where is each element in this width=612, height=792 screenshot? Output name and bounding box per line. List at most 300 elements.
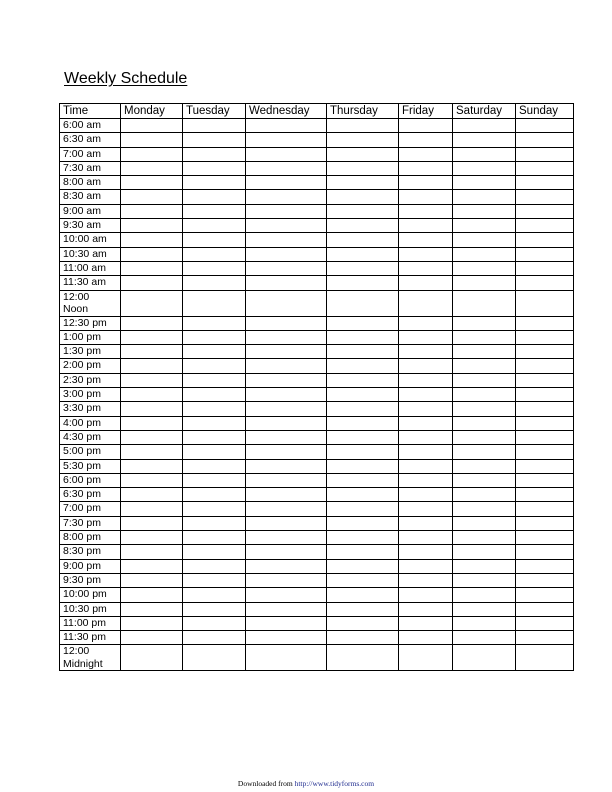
schedule-cell-friday[interactable]	[399, 359, 453, 373]
schedule-cell-saturday[interactable]	[453, 330, 516, 344]
schedule-cell-wednesday[interactable]	[246, 133, 327, 147]
time-cell	[60, 345, 121, 359]
schedule-cell-monday[interactable]	[121, 488, 183, 502]
time-label: 12:00 Midnight	[63, 645, 103, 670]
schedule-cell-sunday[interactable]	[516, 204, 574, 218]
schedule-cell-thursday[interactable]	[327, 359, 399, 373]
schedule-cell-monday[interactable]	[121, 602, 183, 616]
schedule-cell-friday[interactable]	[399, 588, 453, 602]
schedule-cell-thursday[interactable]	[327, 373, 399, 387]
schedule-cell-monday[interactable]	[121, 516, 183, 530]
schedule-cell-thursday[interactable]	[327, 545, 399, 559]
schedule-cell-thursday[interactable]	[327, 219, 399, 233]
schedule-cell-sunday[interactable]	[516, 631, 574, 645]
schedule-cell-tuesday[interactable]	[183, 645, 246, 671]
schedule-cell-friday[interactable]	[399, 559, 453, 573]
schedule-cell-tuesday[interactable]	[183, 445, 246, 459]
schedule-cell-monday[interactable]	[121, 204, 183, 218]
schedule-cell-friday[interactable]	[399, 602, 453, 616]
schedule-cell-saturday[interactable]	[453, 616, 516, 630]
schedule-cell-sunday[interactable]	[516, 545, 574, 559]
schedule-cell-wednesday[interactable]	[246, 190, 327, 204]
schedule-cell-tuesday[interactable]	[183, 516, 246, 530]
schedule-cell-friday[interactable]	[399, 330, 453, 344]
time-label: 4:00 pm	[63, 416, 101, 429]
schedule-cell-thursday[interactable]	[327, 276, 399, 290]
schedule-cell-monday[interactable]	[121, 616, 183, 630]
schedule-cell-sunday[interactable]	[516, 290, 574, 316]
schedule-cell-tuesday[interactable]	[183, 316, 246, 330]
time-label: 6:00 pm	[63, 473, 101, 486]
schedule-cell-monday[interactable]	[121, 161, 183, 175]
schedule-cell-thursday[interactable]	[327, 345, 399, 359]
schedule-cell-tuesday[interactable]	[183, 219, 246, 233]
schedule-row	[60, 276, 574, 290]
schedule-cell-tuesday[interactable]	[183, 247, 246, 261]
schedule-cell-thursday[interactable]	[327, 430, 399, 444]
schedule-cell-sunday[interactable]	[516, 502, 574, 516]
schedule-row	[60, 119, 574, 133]
schedule-cell-friday[interactable]	[399, 261, 453, 275]
schedule-cell-tuesday[interactable]	[183, 204, 246, 218]
schedule-cell-saturday[interactable]	[453, 531, 516, 545]
time-cell	[60, 445, 121, 459]
schedule-cell-monday[interactable]	[121, 373, 183, 387]
schedule-cell-wednesday[interactable]	[246, 488, 327, 502]
schedule-cell-saturday[interactable]	[453, 459, 516, 473]
schedule-cell-monday[interactable]	[121, 402, 183, 416]
schedule-cell-wednesday[interactable]	[246, 261, 327, 275]
schedule-cell-monday[interactable]	[121, 219, 183, 233]
schedule-cell-wednesday[interactable]	[246, 345, 327, 359]
schedule-cell-friday[interactable]	[399, 119, 453, 133]
schedule-cell-monday[interactable]	[121, 190, 183, 204]
schedule-cell-monday[interactable]	[121, 573, 183, 587]
schedule-cell-tuesday[interactable]	[183, 473, 246, 487]
schedule-cell-friday[interactable]	[399, 473, 453, 487]
schedule-cell-wednesday[interactable]	[246, 473, 327, 487]
schedule-cell-sunday[interactable]	[516, 388, 574, 402]
schedule-cell-sunday[interactable]	[516, 219, 574, 233]
schedule-cell-saturday[interactable]	[453, 645, 516, 671]
schedule-cell-saturday[interactable]	[453, 345, 516, 359]
schedule-cell-tuesday[interactable]	[183, 559, 246, 573]
schedule-cell-sunday[interactable]	[516, 430, 574, 444]
schedule-cell-saturday[interactable]	[453, 430, 516, 444]
schedule-cell-wednesday[interactable]	[246, 330, 327, 344]
time-cell	[60, 176, 121, 190]
schedule-cell-wednesday[interactable]	[246, 161, 327, 175]
schedule-cell-thursday[interactable]	[327, 133, 399, 147]
schedule-row	[60, 416, 574, 430]
schedule-cell-saturday[interactable]	[453, 588, 516, 602]
schedule-cell-friday[interactable]	[399, 402, 453, 416]
schedule-cell-saturday[interactable]	[453, 559, 516, 573]
schedule-cell-thursday[interactable]	[327, 573, 399, 587]
schedule-cell-thursday[interactable]	[327, 602, 399, 616]
schedule-cell-saturday[interactable]	[453, 219, 516, 233]
schedule-cell-friday[interactable]	[399, 190, 453, 204]
schedule-cell-sunday[interactable]	[516, 516, 574, 530]
schedule-cell-thursday[interactable]	[327, 473, 399, 487]
schedule-cell-wednesday[interactable]	[246, 176, 327, 190]
schedule-cell-saturday[interactable]	[453, 373, 516, 387]
schedule-cell-wednesday[interactable]	[246, 219, 327, 233]
time-cell	[60, 502, 121, 516]
schedule-cell-monday[interactable]	[121, 531, 183, 545]
schedule-cell-monday[interactable]	[121, 276, 183, 290]
schedule-cell-saturday[interactable]	[453, 416, 516, 430]
schedule-cell-tuesday[interactable]	[183, 261, 246, 275]
schedule-cell-sunday[interactable]	[516, 559, 574, 573]
schedule-cell-sunday[interactable]	[516, 247, 574, 261]
schedule-cell-thursday[interactable]	[327, 631, 399, 645]
schedule-cell-tuesday[interactable]	[183, 531, 246, 545]
schedule-cell-tuesday[interactable]	[183, 133, 246, 147]
schedule-cell-saturday[interactable]	[453, 473, 516, 487]
schedule-cell-sunday[interactable]	[516, 573, 574, 587]
schedule-cell-saturday[interactable]	[453, 445, 516, 459]
schedule-cell-tuesday[interactable]	[183, 190, 246, 204]
time-cell	[60, 261, 121, 275]
schedule-cell-saturday[interactable]	[453, 233, 516, 247]
schedule-cell-tuesday[interactable]	[183, 373, 246, 387]
schedule-cell-wednesday[interactable]	[246, 359, 327, 373]
schedule-cell-wednesday[interactable]	[246, 602, 327, 616]
schedule-cell-wednesday[interactable]	[246, 573, 327, 587]
time-label: 2:00 pm	[63, 359, 101, 372]
schedule-cell-monday[interactable]	[121, 290, 183, 316]
schedule-cell-saturday[interactable]	[453, 161, 516, 175]
schedule-cell-friday[interactable]	[399, 416, 453, 430]
schedule-cell-wednesday[interactable]	[246, 416, 327, 430]
schedule-cell-wednesday[interactable]	[246, 204, 327, 218]
schedule-cell-thursday[interactable]	[327, 330, 399, 344]
schedule-cell-friday[interactable]	[399, 445, 453, 459]
schedule-cell-sunday[interactable]	[516, 261, 574, 275]
schedule-cell-friday[interactable]	[399, 204, 453, 218]
schedule-cell-sunday[interactable]	[516, 645, 574, 671]
time-label: 11:00 am	[63, 261, 106, 274]
schedule-row	[60, 473, 574, 487]
time-label: 7:30 am	[63, 161, 101, 174]
schedule-cell-sunday[interactable]	[516, 316, 574, 330]
schedule-cell-sunday[interactable]	[516, 330, 574, 344]
schedule-cell-sunday[interactable]	[516, 161, 574, 175]
time-cell	[60, 359, 121, 373]
schedule-cell-tuesday[interactable]	[183, 616, 246, 630]
schedule-cell-monday[interactable]	[121, 261, 183, 275]
time-label: 8:30 am	[63, 190, 101, 203]
schedule-cell-wednesday[interactable]	[246, 445, 327, 459]
schedule-row	[60, 516, 574, 530]
schedule-cell-tuesday[interactable]	[183, 545, 246, 559]
schedule-cell-saturday[interactable]	[453, 176, 516, 190]
schedule-cell-saturday[interactable]	[453, 316, 516, 330]
schedule-cell-thursday[interactable]	[327, 161, 399, 175]
schedule-cell-tuesday[interactable]	[183, 631, 246, 645]
schedule-cell-friday[interactable]	[399, 388, 453, 402]
schedule-cell-saturday[interactable]	[453, 516, 516, 530]
schedule-cell-sunday[interactable]	[516, 345, 574, 359]
schedule-cell-tuesday[interactable]	[183, 161, 246, 175]
schedule-cell-saturday[interactable]	[453, 402, 516, 416]
schedule-cell-thursday[interactable]	[327, 316, 399, 330]
schedule-cell-saturday[interactable]	[453, 488, 516, 502]
schedule-cell-monday[interactable]	[121, 316, 183, 330]
schedule-cell-wednesday[interactable]	[246, 502, 327, 516]
schedule-cell-sunday[interactable]	[516, 402, 574, 416]
schedule-cell-sunday[interactable]	[516, 602, 574, 616]
schedule-cell-tuesday[interactable]	[183, 459, 246, 473]
schedule-cell-saturday[interactable]	[453, 119, 516, 133]
schedule-cell-friday[interactable]	[399, 573, 453, 587]
time-label: 12:00 Noon	[63, 290, 90, 316]
schedule-cell-thursday[interactable]	[327, 247, 399, 261]
schedule-cell-sunday[interactable]	[516, 119, 574, 133]
schedule-cell-thursday[interactable]	[327, 388, 399, 402]
schedule-cell-friday[interactable]	[399, 345, 453, 359]
schedule-cell-sunday[interactable]	[516, 616, 574, 630]
schedule-cell-monday[interactable]	[121, 473, 183, 487]
schedule-cell-monday[interactable]	[121, 330, 183, 344]
schedule-cell-thursday[interactable]	[327, 502, 399, 516]
schedule-cell-wednesday[interactable]	[246, 516, 327, 530]
schedule-cell-sunday[interactable]	[516, 133, 574, 147]
schedule-cell-friday[interactable]	[399, 316, 453, 330]
schedule-cell-tuesday[interactable]	[183, 588, 246, 602]
schedule-cell-friday[interactable]	[399, 488, 453, 502]
schedule-cell-friday[interactable]	[399, 516, 453, 530]
schedule-cell-saturday[interactable]	[453, 290, 516, 316]
column-header-saturday: Saturday	[453, 104, 516, 119]
schedule-cell-monday[interactable]	[121, 416, 183, 430]
schedule-cell-sunday[interactable]	[516, 359, 574, 373]
schedule-cell-saturday[interactable]	[453, 190, 516, 204]
schedule-cell-friday[interactable]	[399, 176, 453, 190]
schedule-cell-wednesday[interactable]	[246, 459, 327, 473]
schedule-cell-tuesday[interactable]	[183, 119, 246, 133]
schedule-cell-thursday[interactable]	[327, 290, 399, 316]
schedule-cell-sunday[interactable]	[516, 373, 574, 387]
schedule-cell-tuesday[interactable]	[183, 430, 246, 444]
time-label: 6:00 am	[63, 119, 101, 131]
schedule-cell-wednesday[interactable]	[246, 430, 327, 444]
schedule-cell-thursday[interactable]	[327, 445, 399, 459]
schedule-cell-sunday[interactable]	[516, 233, 574, 247]
schedule-cell-friday[interactable]	[399, 276, 453, 290]
schedule-cell-monday[interactable]	[121, 631, 183, 645]
schedule-row	[60, 531, 574, 545]
schedule-cell-friday[interactable]	[399, 531, 453, 545]
schedule-cell-thursday[interactable]	[327, 147, 399, 161]
schedule-cell-saturday[interactable]	[453, 388, 516, 402]
schedule-cell-friday[interactable]	[399, 502, 453, 516]
schedule-cell-friday[interactable]	[399, 430, 453, 444]
schedule-cell-wednesday[interactable]	[246, 402, 327, 416]
schedule-cell-monday[interactable]	[121, 388, 183, 402]
time-label: 10:30 pm	[63, 602, 107, 615]
schedule-cell-tuesday[interactable]	[183, 176, 246, 190]
schedule-cell-wednesday[interactable]	[246, 645, 327, 671]
schedule-cell-wednesday[interactable]	[246, 588, 327, 602]
schedule-cell-thursday[interactable]	[327, 588, 399, 602]
schedule-cell-saturday[interactable]	[453, 247, 516, 261]
schedule-cell-thursday[interactable]	[327, 488, 399, 502]
schedule-cell-tuesday[interactable]	[183, 359, 246, 373]
schedule-cell-thursday[interactable]	[327, 616, 399, 630]
schedule-cell-friday[interactable]	[399, 290, 453, 316]
schedule-cell-wednesday[interactable]	[246, 616, 327, 630]
schedule-cell-friday[interactable]	[399, 459, 453, 473]
schedule-cell-tuesday[interactable]	[183, 290, 246, 316]
schedule-cell-saturday[interactable]	[453, 631, 516, 645]
schedule-cell-friday[interactable]	[399, 219, 453, 233]
schedule-cell-tuesday[interactable]	[183, 416, 246, 430]
schedule-cell-sunday[interactable]	[516, 588, 574, 602]
schedule-cell-sunday[interactable]	[516, 445, 574, 459]
schedule-cell-friday[interactable]	[399, 373, 453, 387]
column-header-thursday: Thursday	[327, 104, 399, 119]
schedule-cell-tuesday[interactable]	[183, 388, 246, 402]
schedule-cell-sunday[interactable]	[516, 459, 574, 473]
schedule-cell-wednesday[interactable]	[246, 388, 327, 402]
schedule-cell-monday[interactable]	[121, 345, 183, 359]
time-cell	[60, 473, 121, 487]
schedule-cell-saturday[interactable]	[453, 261, 516, 275]
schedule-cell-friday[interactable]	[399, 233, 453, 247]
schedule-cell-tuesday[interactable]	[183, 233, 246, 247]
schedule-cell-wednesday[interactable]	[246, 316, 327, 330]
time-label: 3:30 pm	[63, 402, 101, 415]
schedule-cell-monday[interactable]	[121, 430, 183, 444]
time-label: 9:30 pm	[63, 573, 101, 586]
schedule-cell-sunday[interactable]	[516, 276, 574, 290]
schedule-row	[60, 573, 574, 587]
time-cell	[60, 430, 121, 444]
schedule-cell-monday[interactable]	[121, 502, 183, 516]
schedule-cell-saturday[interactable]	[453, 545, 516, 559]
footer-link[interactable]: http://www.tidyforms.com	[294, 779, 375, 788]
schedule-cell-wednesday[interactable]	[246, 373, 327, 387]
schedule-cell-friday[interactable]	[399, 161, 453, 175]
schedule-cell-tuesday[interactable]	[183, 276, 246, 290]
schedule-cell-saturday[interactable]	[453, 359, 516, 373]
time-label: 12:30 pm	[63, 316, 107, 329]
schedule-cell-tuesday[interactable]	[183, 402, 246, 416]
schedule-cell-sunday[interactable]	[516, 416, 574, 430]
schedule-row	[60, 430, 574, 444]
time-label: 6:30 pm	[63, 488, 101, 501]
schedule-cell-monday[interactable]	[121, 645, 183, 671]
schedule-cell-sunday[interactable]	[516, 190, 574, 204]
schedule-cell-thursday[interactable]	[327, 119, 399, 133]
schedule-cell-friday[interactable]	[399, 247, 453, 261]
schedule-cell-tuesday[interactable]	[183, 330, 246, 344]
schedule-cell-tuesday[interactable]	[183, 502, 246, 516]
schedule-row	[60, 161, 574, 175]
schedule-cell-wednesday[interactable]	[246, 233, 327, 247]
time-cell	[60, 545, 121, 559]
schedule-cell-saturday[interactable]	[453, 602, 516, 616]
schedule-cell-tuesday[interactable]	[183, 345, 246, 359]
schedule-cell-wednesday[interactable]	[246, 147, 327, 161]
schedule-cell-monday[interactable]	[121, 559, 183, 573]
schedule-cell-friday[interactable]	[399, 545, 453, 559]
schedule-cell-monday[interactable]	[121, 459, 183, 473]
schedule-cell-sunday[interactable]	[516, 176, 574, 190]
schedule-cell-friday[interactable]	[399, 631, 453, 645]
schedule-cell-tuesday[interactable]	[183, 488, 246, 502]
schedule-cell-tuesday[interactable]	[183, 602, 246, 616]
schedule-row	[60, 204, 574, 218]
schedule-cell-monday[interactable]	[121, 133, 183, 147]
schedule-cell-wednesday[interactable]	[246, 545, 327, 559]
schedule-cell-saturday[interactable]	[453, 204, 516, 218]
schedule-cell-sunday[interactable]	[516, 147, 574, 161]
schedule-cell-monday[interactable]	[121, 247, 183, 261]
time-label: 8:30 pm	[63, 545, 101, 558]
time-cell	[60, 645, 121, 671]
schedule-cell-tuesday[interactable]	[183, 573, 246, 587]
schedule-cell-thursday[interactable]	[327, 416, 399, 430]
schedule-cell-thursday[interactable]	[327, 233, 399, 247]
schedule-cell-thursday[interactable]	[327, 516, 399, 530]
schedule-cell-thursday[interactable]	[327, 459, 399, 473]
schedule-cell-thursday[interactable]	[327, 559, 399, 573]
schedule-cell-thursday[interactable]	[327, 261, 399, 275]
schedule-cell-friday[interactable]	[399, 133, 453, 147]
schedule-cell-monday[interactable]	[121, 588, 183, 602]
schedule-cell-monday[interactable]	[121, 545, 183, 559]
schedule-cell-thursday[interactable]	[327, 204, 399, 218]
schedule-cell-saturday[interactable]	[453, 573, 516, 587]
schedule-cell-tuesday[interactable]	[183, 147, 246, 161]
schedule-cell-saturday[interactable]	[453, 276, 516, 290]
schedule-cell-monday[interactable]	[121, 147, 183, 161]
schedule-cell-wednesday[interactable]	[246, 119, 327, 133]
schedule-cell-thursday[interactable]	[327, 190, 399, 204]
schedule-cell-thursday[interactable]	[327, 402, 399, 416]
schedule-row	[60, 219, 574, 233]
schedule-cell-wednesday[interactable]	[246, 276, 327, 290]
schedule-cell-monday[interactable]	[121, 359, 183, 373]
schedule-cell-monday[interactable]	[121, 176, 183, 190]
schedule-cell-friday[interactable]	[399, 645, 453, 671]
schedule-cell-wednesday[interactable]	[246, 247, 327, 261]
schedule-cell-saturday[interactable]	[453, 133, 516, 147]
schedule-cell-monday[interactable]	[121, 119, 183, 133]
schedule-cell-friday[interactable]	[399, 147, 453, 161]
schedule-cell-thursday[interactable]	[327, 645, 399, 671]
schedule-cell-wednesday[interactable]	[246, 531, 327, 545]
schedule-cell-thursday[interactable]	[327, 531, 399, 545]
time-label: 7:30 pm	[63, 516, 101, 529]
schedule-cell-thursday[interactable]	[327, 176, 399, 190]
time-cell	[60, 190, 121, 204]
schedule-cell-monday[interactable]	[121, 233, 183, 247]
schedule-cell-wednesday[interactable]	[246, 559, 327, 573]
schedule-cell-wednesday[interactable]	[246, 631, 327, 645]
schedule-cell-saturday[interactable]	[453, 502, 516, 516]
schedule-cell-wednesday[interactable]	[246, 290, 327, 316]
schedule-cell-sunday[interactable]	[516, 473, 574, 487]
schedule-cell-monday[interactable]	[121, 445, 183, 459]
schedule-cell-sunday[interactable]	[516, 488, 574, 502]
schedule-cell-saturday[interactable]	[453, 147, 516, 161]
schedule-cell-friday[interactable]	[399, 616, 453, 630]
schedule-cell-sunday[interactable]	[516, 531, 574, 545]
